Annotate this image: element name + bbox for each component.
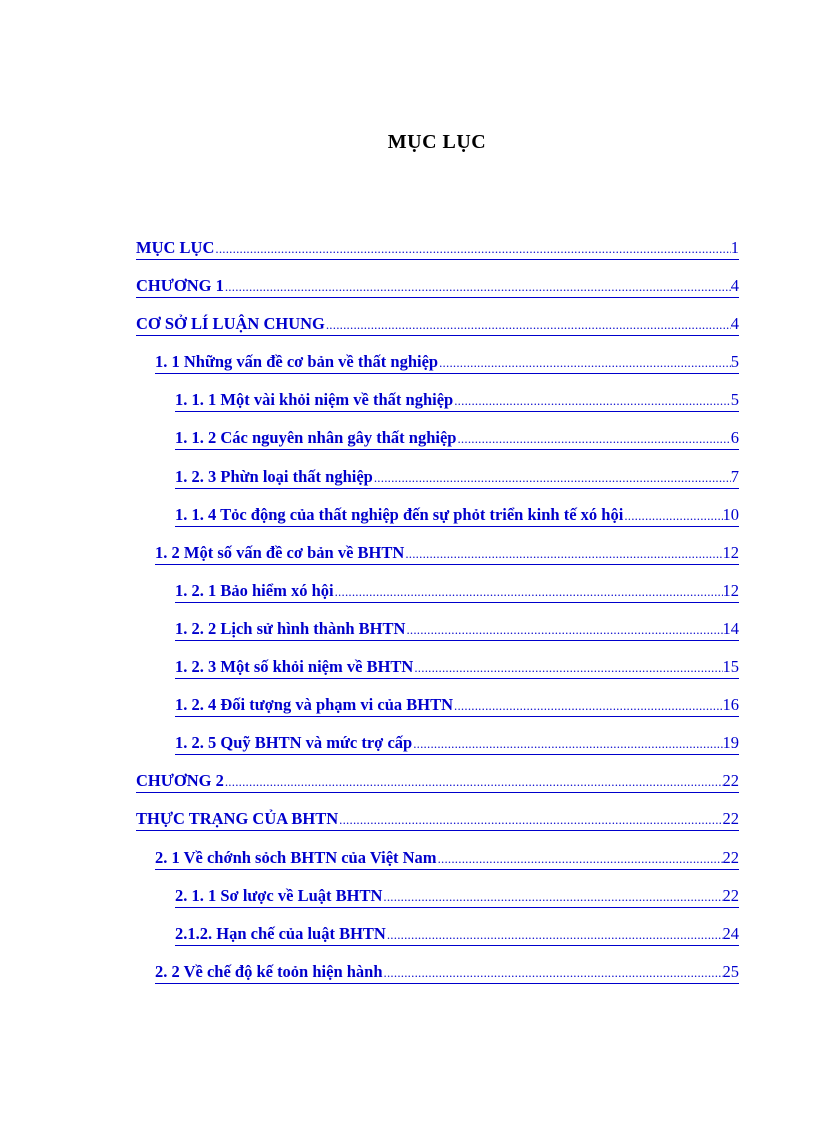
- dot-leader: [456, 428, 730, 450]
- toc-page-number: 15: [722, 657, 739, 677]
- dot-leader: [383, 962, 723, 984]
- dot-leader: [623, 505, 722, 527]
- toc-entry-title: CHƯƠNG 1: [136, 276, 224, 296]
- toc-page-number: 1: [730, 238, 739, 257]
- toc-page-number: 4: [730, 314, 739, 334]
- toc-page-number: 22: [722, 885, 739, 905]
- toc-link[interactable]: [175, 618, 739, 641]
- toc-link[interactable]: [175, 732, 739, 755]
- toc-link[interactable]: [155, 351, 739, 374]
- toc-link[interactable]: [155, 542, 739, 565]
- toc-entry: [136, 727, 739, 765]
- toc-entry-title: 1. 2. 2 Lịch sử hình thành BHTN: [175, 618, 406, 638]
- toc-entry: [136, 270, 739, 308]
- toc-entry: [136, 422, 739, 460]
- toc-link[interactable]: [175, 427, 739, 450]
- toc-entry-title: CHƯƠNG 2: [136, 771, 224, 791]
- toc-entry: [136, 842, 739, 880]
- toc-entry: [136, 918, 739, 956]
- toc-page-number: 16: [722, 695, 739, 715]
- toc-entry-title: 1. 2. 4 Đối tượng và phạm vi của BHTN: [175, 695, 454, 715]
- toc-page-number: 6: [730, 428, 739, 448]
- toc-link[interactable]: [175, 466, 739, 489]
- toc-entry: [136, 956, 739, 994]
- toc-link[interactable]: [175, 580, 739, 603]
- dot-leader: [412, 733, 722, 755]
- toc-entry: [136, 880, 739, 918]
- toc-entry-title: 2. 2 Về chế độ kế toỏn hiện hành: [155, 961, 383, 981]
- toc-entry-title: 1. 2 Một số vấn đề cơ bản về BHTN: [155, 542, 405, 562]
- toc-page-number: 22: [722, 847, 739, 867]
- toc-link[interactable]: [136, 237, 739, 260]
- dot-leader: [413, 657, 722, 679]
- toc-entry: [136, 384, 739, 422]
- toc-link[interactable]: [136, 770, 739, 793]
- dot-leader: [325, 314, 731, 336]
- toc-link[interactable]: [175, 656, 739, 679]
- toc-page-number: 5: [730, 352, 739, 372]
- toc-page-number: 10: [722, 504, 739, 524]
- toc-link[interactable]: [136, 313, 739, 336]
- toc-entry: [136, 575, 739, 613]
- toc-link[interactable]: [155, 961, 739, 984]
- toc-entry: [136, 613, 739, 651]
- toc-page-number: 12: [722, 580, 739, 600]
- toc-page-number: 25: [722, 961, 739, 981]
- dot-leader: [438, 352, 731, 374]
- toc-entry: [136, 689, 739, 727]
- toc-entry: [136, 651, 739, 689]
- dot-leader: [453, 390, 731, 412]
- toc-entry-title: 2. 1. 1 Sơ lược về Luật BHTN: [175, 885, 383, 905]
- toc-page-number: 7: [730, 466, 739, 486]
- toc-entry-title: 1. 2. 1 Bảo hiểm xó hội: [175, 580, 334, 600]
- toc-link[interactable]: [136, 808, 739, 831]
- toc-link[interactable]: [155, 847, 739, 870]
- dot-leader: [334, 581, 723, 603]
- toc-page-number: 4: [730, 276, 739, 296]
- dot-leader: [338, 809, 722, 831]
- toc-page-number: 14: [722, 618, 739, 638]
- toc-entry-title: 2. 1 Về chớnh sỏch BHTN của Việt Nam: [155, 847, 437, 867]
- dot-leader: [224, 276, 731, 298]
- toc-entry-title: 1. 2. 3 Một số khỏi niệm về BHTN: [175, 657, 414, 677]
- toc-link[interactable]: [136, 275, 739, 298]
- toc-entry: [136, 537, 739, 575]
- toc-entry-title: 1. 2. 5 Quỹ BHTN và mức trợ cấp: [175, 733, 413, 753]
- toc-entry-title: 1. 1 Những vấn đề cơ bản về thất nghiệp: [155, 352, 439, 372]
- toc-link[interactable]: [175, 389, 739, 412]
- dot-leader: [382, 886, 722, 908]
- toc-entry-title: 1. 1. 2 Các nguyên nhân gây thất nghiệp: [175, 428, 457, 448]
- dot-leader: [224, 771, 723, 793]
- toc-page-number: 12: [722, 542, 739, 562]
- toc-link[interactable]: [175, 885, 739, 908]
- toc-link[interactable]: [175, 504, 739, 527]
- toc-page-number: 24: [722, 923, 739, 943]
- page-title: MỤC LỤC: [387, 131, 487, 153]
- toc-entry: [136, 232, 739, 270]
- dot-leader: [437, 848, 723, 870]
- table-of-contents: [136, 232, 739, 994]
- toc-entry: [136, 346, 739, 384]
- toc-entry: [136, 765, 739, 803]
- toc-entry-title: CƠ SỞ LÍ LUẬN CHUNG: [136, 314, 325, 334]
- dot-leader: [405, 619, 722, 641]
- toc-page-number: 19: [722, 733, 739, 753]
- toc-link[interactable]: [175, 923, 739, 946]
- dot-leader: [373, 467, 731, 489]
- toc-entry-title: 1. 2. 3 Phừn loại thất nghiệp: [175, 466, 373, 486]
- toc-entry-title: 1. 1. 4 Tỏc động của thất nghiệp đến sự phỏt triển kinh tế xó hội: [175, 504, 624, 524]
- toc-entry: [136, 499, 739, 537]
- dot-leader: [404, 543, 722, 565]
- toc-page-number: 22: [722, 771, 739, 791]
- toc-link[interactable]: [175, 694, 739, 717]
- toc-entry: [136, 308, 739, 346]
- toc-entry-title: THỰC TRẠNG CỦA BHTN: [136, 809, 339, 829]
- dot-leader: [453, 695, 722, 717]
- dot-leader: [386, 924, 723, 946]
- toc-entry: [136, 803, 739, 841]
- dot-leader: [214, 238, 730, 260]
- toc-entry: [136, 461, 739, 499]
- toc-entry-title: 1. 1. 1 Một vài khỏi niệm về thất nghiệp: [175, 390, 454, 410]
- toc-entry-title: 2.1.2. Hạn chế của luật BHTN: [175, 923, 386, 943]
- toc-page-number: 22: [722, 809, 739, 829]
- toc-page-number: 5: [730, 390, 739, 410]
- toc-entry-title: MỤC LỤC: [136, 238, 215, 257]
